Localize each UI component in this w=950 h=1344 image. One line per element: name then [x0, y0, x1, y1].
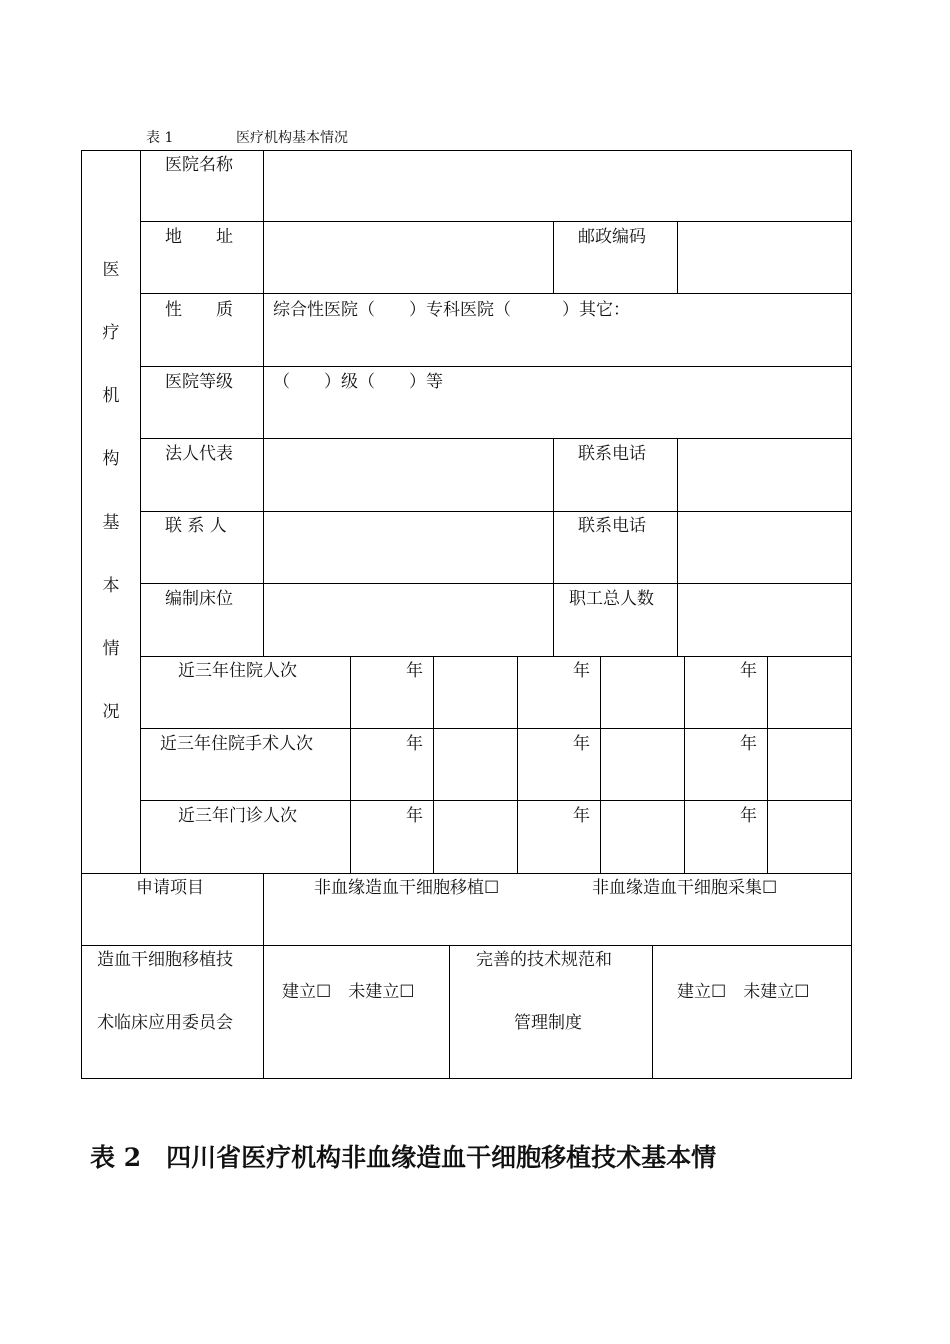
side-char: 本	[102, 576, 120, 596]
label-staff: 职工总人数	[569, 589, 654, 609]
table1-title: 医疗机构基本情况	[236, 130, 348, 146]
table1-number: 表 1	[146, 130, 174, 146]
label-rules-line1: 完善的技术规范和	[476, 950, 612, 970]
year-label: 年	[740, 806, 757, 826]
rules-status-options[interactable]: 建立☐ 未建立☐	[677, 982, 810, 1002]
side-char: 情	[102, 639, 120, 659]
side-char: 机	[102, 386, 120, 406]
label-legal-rep: 法人代表	[165, 444, 233, 464]
label-committee-line1: 造血干细胞移植技	[97, 950, 233, 970]
label-phone: 联系电话	[578, 444, 646, 464]
label-hospital-name: 医院名称	[165, 155, 233, 175]
year-label: 年	[406, 734, 423, 754]
label-phone-2: 联系电话	[578, 516, 646, 536]
committee-status-options[interactable]: 建立☐ 未建立☐	[282, 982, 415, 1002]
table2-title: 表 2 四川省医疗机构非血缘造血干细胞移植技术基本情	[90, 1143, 717, 1172]
apply-option-transplant[interactable]: 非血缘造血干细胞移植☐	[314, 878, 500, 898]
side-char: 医	[102, 260, 120, 280]
label-nature: 性 质	[165, 300, 233, 320]
nature-options: 综合性医院（ ）专科医院（ ）其它：	[273, 300, 630, 320]
level-options: （ ）级（ ）等	[273, 372, 443, 392]
year-label: 年	[573, 661, 590, 681]
label-beds: 编制床位	[165, 589, 233, 609]
label-level: 医院等级	[165, 372, 233, 392]
apply-option-collection[interactable]: 非血缘造血干细胞采集☐	[592, 878, 778, 898]
year-label: 年	[740, 661, 757, 681]
year-label: 年	[573, 806, 590, 826]
year-label: 年	[740, 734, 757, 754]
label-outpatients: 近三年门诊人次	[178, 806, 297, 826]
label-postcode: 邮政编码	[578, 227, 646, 247]
side-char: 况	[102, 702, 120, 722]
label-surgeries: 近三年住院手术人次	[160, 734, 313, 754]
label-apply-item: 申请项目	[136, 878, 204, 898]
year-label: 年	[573, 734, 590, 754]
year-label: 年	[406, 806, 423, 826]
label-rules-line2: 管理制度	[514, 1013, 582, 1033]
label-committee-line2: 术临床应用委员会	[97, 1013, 233, 1033]
side-char: 构	[102, 449, 120, 469]
side-char: 基	[102, 513, 120, 533]
label-inpatients: 近三年住院人次	[178, 661, 297, 681]
label-contact: 联 系 人	[165, 516, 227, 536]
side-char: 疗	[102, 323, 120, 343]
year-label: 年	[406, 661, 423, 681]
label-address: 地 址	[165, 227, 233, 247]
